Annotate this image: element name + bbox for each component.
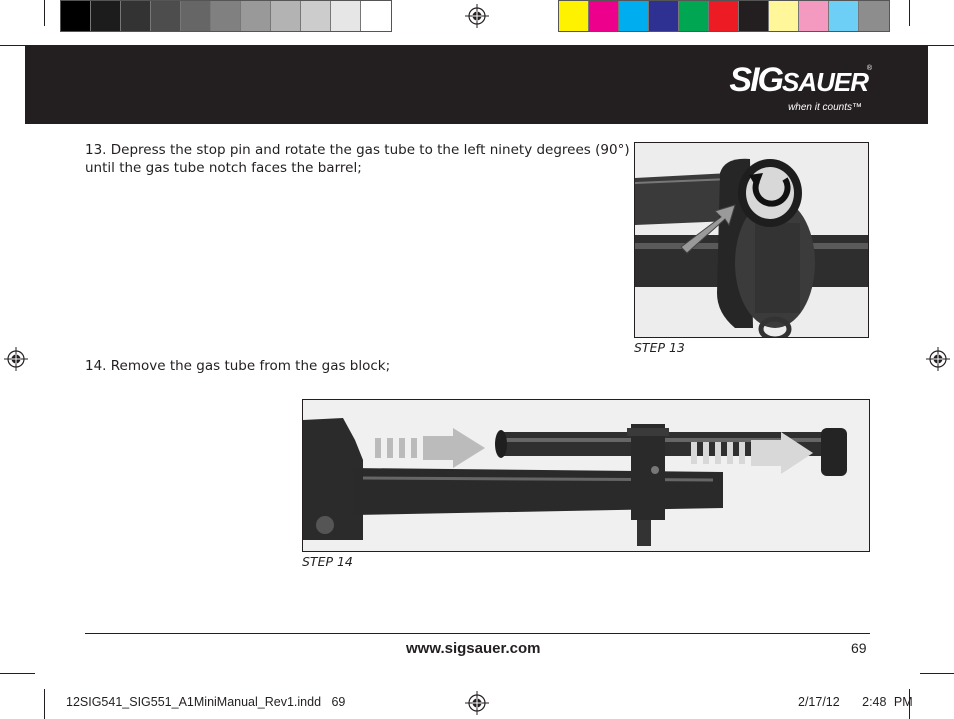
process-color-bar [558,0,890,32]
slug-timestamp: 2/17/12 2:48 PM [798,695,913,709]
footer-url[interactable]: www.sigsauer.com [406,640,541,657]
color-swatch [649,1,679,31]
logo-sauer: SAUER [781,67,868,97]
registration-mark-icon [926,347,950,371]
color-swatch [829,1,859,31]
color-swatch [91,1,121,31]
color-swatch [121,1,151,31]
step-14-caption: STEP 14 [302,554,353,569]
step-13-instruction [85,141,630,177]
color-swatch [589,1,619,31]
color-swatch [619,1,649,31]
crop-mark [928,45,954,46]
registration-mark-icon [4,347,28,371]
footer-rule [85,633,870,634]
color-swatch [769,1,799,31]
step-13-line-1: 13. Depress the stop pin and rotate the gas tube to the left ninety degrees (90°) [85,142,630,158]
crop-mark [44,689,45,719]
logo-tagline: when it counts™ [788,102,862,113]
logo-sig: SIG [729,61,782,99]
sigsauer-logo [729,63,868,99]
crop-mark [44,0,45,26]
color-swatch [241,1,271,31]
gas-tube-rotation-illustration [635,143,869,338]
color-swatch [181,1,211,31]
gas-tube-removal-illustration [303,400,870,552]
color-swatch [859,1,889,31]
registration-mark-icon [465,691,489,715]
color-swatch [211,1,241,31]
grayscale-color-bar [60,0,392,32]
color-swatch [799,1,829,31]
registration-mark-icon [465,4,489,28]
color-swatch [361,1,391,31]
color-swatch [151,1,181,31]
crop-mark [0,45,26,46]
color-swatch [709,1,739,31]
slug-filename: 12SIG541_SIG551_A1MiniManual_Rev1.indd 69 [66,695,346,709]
header-band [25,45,928,124]
page-number: 69 [851,640,867,656]
color-swatch [679,1,709,31]
step-14-photo [302,399,870,552]
color-swatch [271,1,301,31]
logo-registered-mark: ® [866,65,872,72]
crop-mark [920,673,954,674]
step-13-photo [634,142,869,338]
step-14-instruction: 14. Remove the gas tube from the gas block; [85,358,391,374]
step-13-line-2: until the gas tube notch faces the barrel; [85,160,362,176]
crop-mark [0,673,35,674]
crop-mark [909,0,910,26]
color-swatch [559,1,589,31]
step-13-caption: STEP 13 [634,340,685,355]
color-swatch [301,1,331,31]
color-swatch [61,1,91,31]
color-swatch [739,1,769,31]
color-swatch [331,1,361,31]
